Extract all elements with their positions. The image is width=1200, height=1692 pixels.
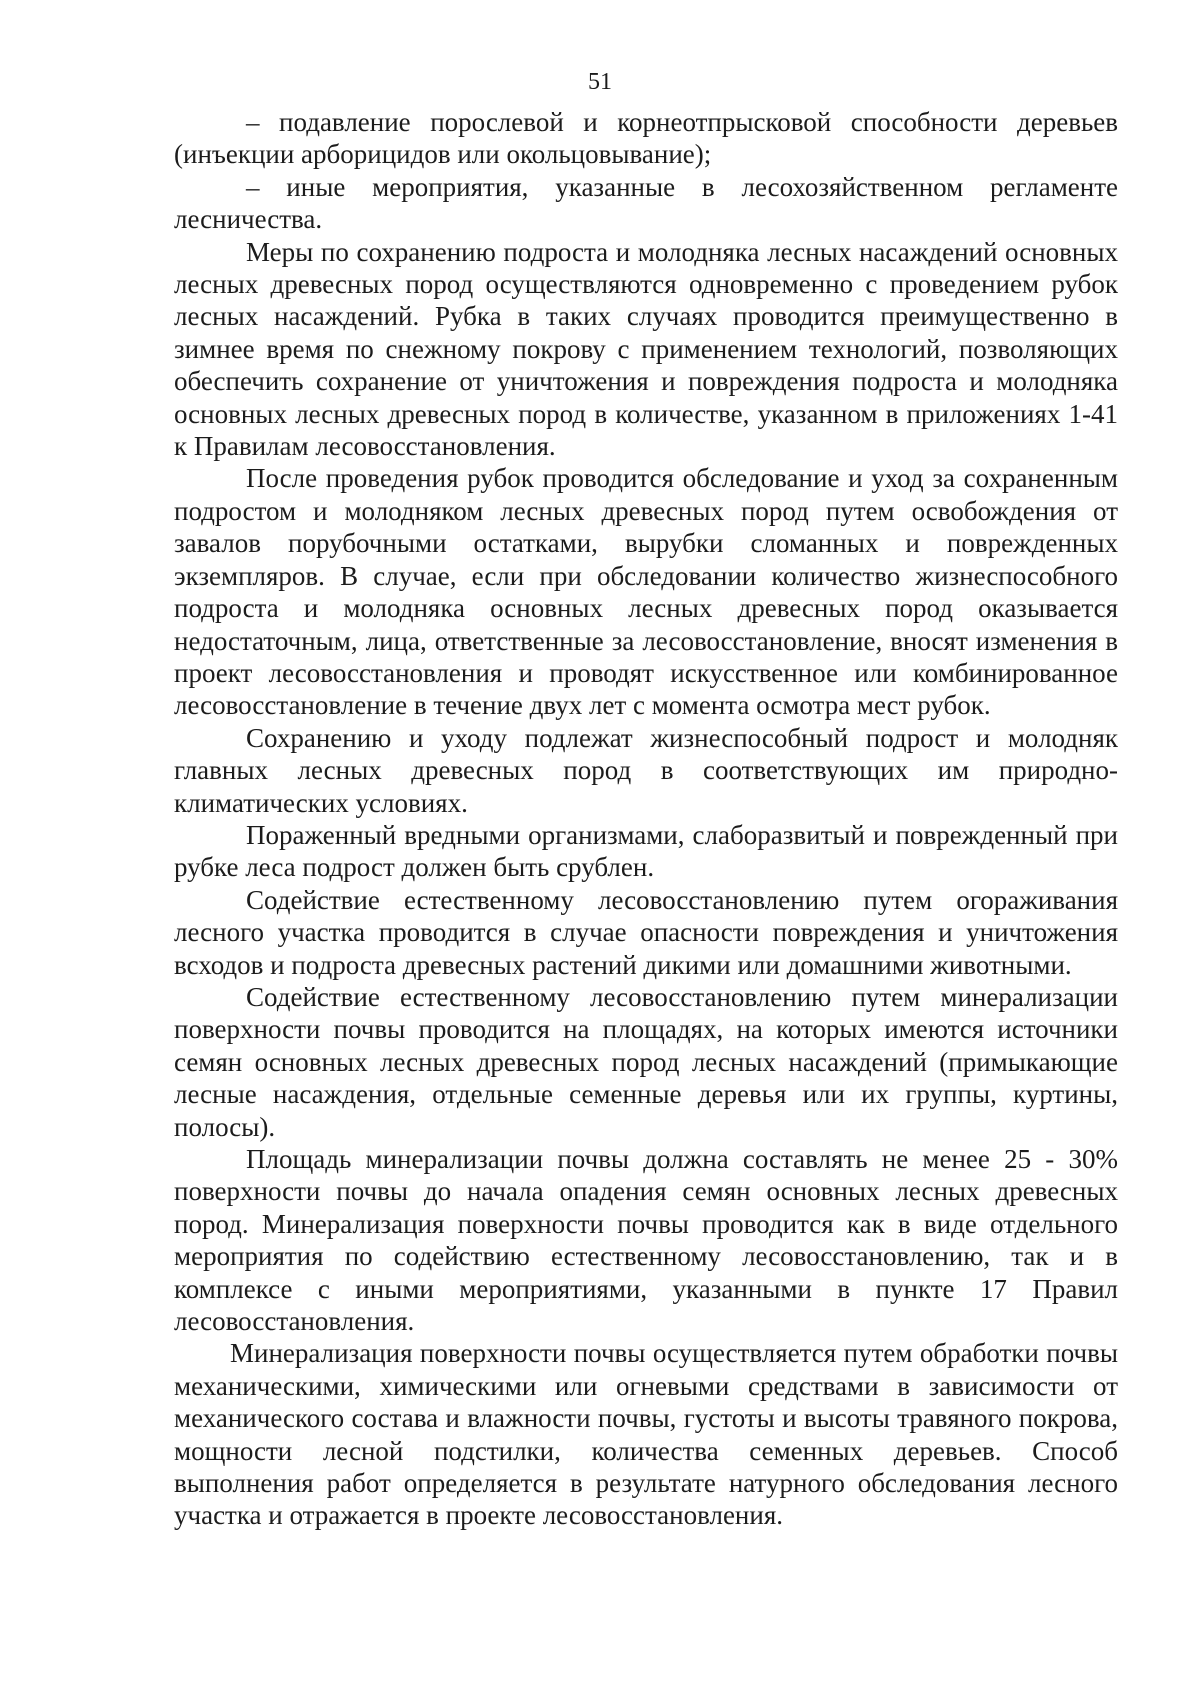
paragraph-mineralization-area: Площадь минерализации почвы должна составлять не менее 25 - 30% поверхности почвы до начала опадения семян основных лесных древесных пород. Минерализация поверхности почвы проводится как в виде отдельного мероприятия по содействию естественному лесовосстановлению, так и в комплексе с иными мероприятиями, указанными в пункте 17 Правил лесовосстановления. bbox=[174, 1144, 1118, 1337]
paragraph-bullet-other-measures: – иные мероприятия, указанные в лесохозяйственном регламенте лесничества. bbox=[174, 171, 1118, 235]
paragraph-fencing: Содействие естественному лесовосстановлению путем огораживания лесного участка проводится в случае опасности повреждения и уничтожения всходов и подроста древесных растений дикими или домашними животными. bbox=[174, 884, 1118, 980]
document-body bbox=[174, 106, 1118, 1532]
paragraph-post-cutting-survey: После проведения рубок проводится обследование и уход за сохраненным подростом и молодняком лесных древесных пород путем освобождения от завалов порубочными остатками, вырубки сломанных и поврежденных экземпляров. В случае, если при обследовании количество жизнеспособного подроста и молодняка основных лесных древесных пород оказывается недостаточным, лица, ответственные за лесовосстановление, вносят изменения в проект лесовосстановления и проводят искусственное или комбинированное лесовосстановление в течение двух лет с момента осмотра мест рубок. bbox=[174, 463, 1118, 721]
paragraph-care-subject: Сохранению и уходу подлежат жизнеспособный подрост и молодняк главных лесных древесных пород в соответствующих им природно-климатических условиях. bbox=[174, 722, 1118, 818]
paragraph-soil-mineralization: Содействие естественному лесовосстановлению путем минерализации поверхности почвы проводится на площадях, на которых имеются источники семян основных лесных древесных пород лесных насаждений (примыкающие лесные насаждения, отдельные семенные деревья или их группы, куртины, полосы). bbox=[174, 981, 1118, 1142]
paragraph-bullet-suppression: – подавление порослевой и корнеотпрысковой способности деревьев (инъекции арборицидов или окольцовывание); bbox=[174, 107, 1118, 170]
paragraph-damaged-undergrowth: Пораженный вредными организмами, слаборазвитый и поврежденный при рубке леса подрост должен быть срублен. bbox=[174, 819, 1118, 883]
page-number: 51 bbox=[588, 69, 612, 95]
paragraph-undergrowth-preservation: Меры по сохранению подроста и молодняка лесных насаждений основных лесных древесных пород осуществляются одновременно с проведением рубок лесных насаждений. Рубка в таких случаях проводится преимущественно в зимнее время по снежному покрову с применением технологий, позволяющих обеспечить сохранение от уничтожения и повреждения подроста и молодняка основных лесных древесных пород в количестве, указанном в приложениях 1-41 к Правилам лесовосстановления. bbox=[174, 236, 1118, 462]
paragraph-mineralization-methods: Минерализация поверхности почвы осуществляется путем обработки почвы механическими, химическими или огневыми средствами в зависимости от механического состава и влажности почвы, густоты и высоты травяного покрова, мощности лесной подстилки, количества семенных деревьев. Способ выполнения работ определяется в результате натурного обследования лесного участка и отражается в проекте лесовосстановления. bbox=[174, 1338, 1118, 1531]
